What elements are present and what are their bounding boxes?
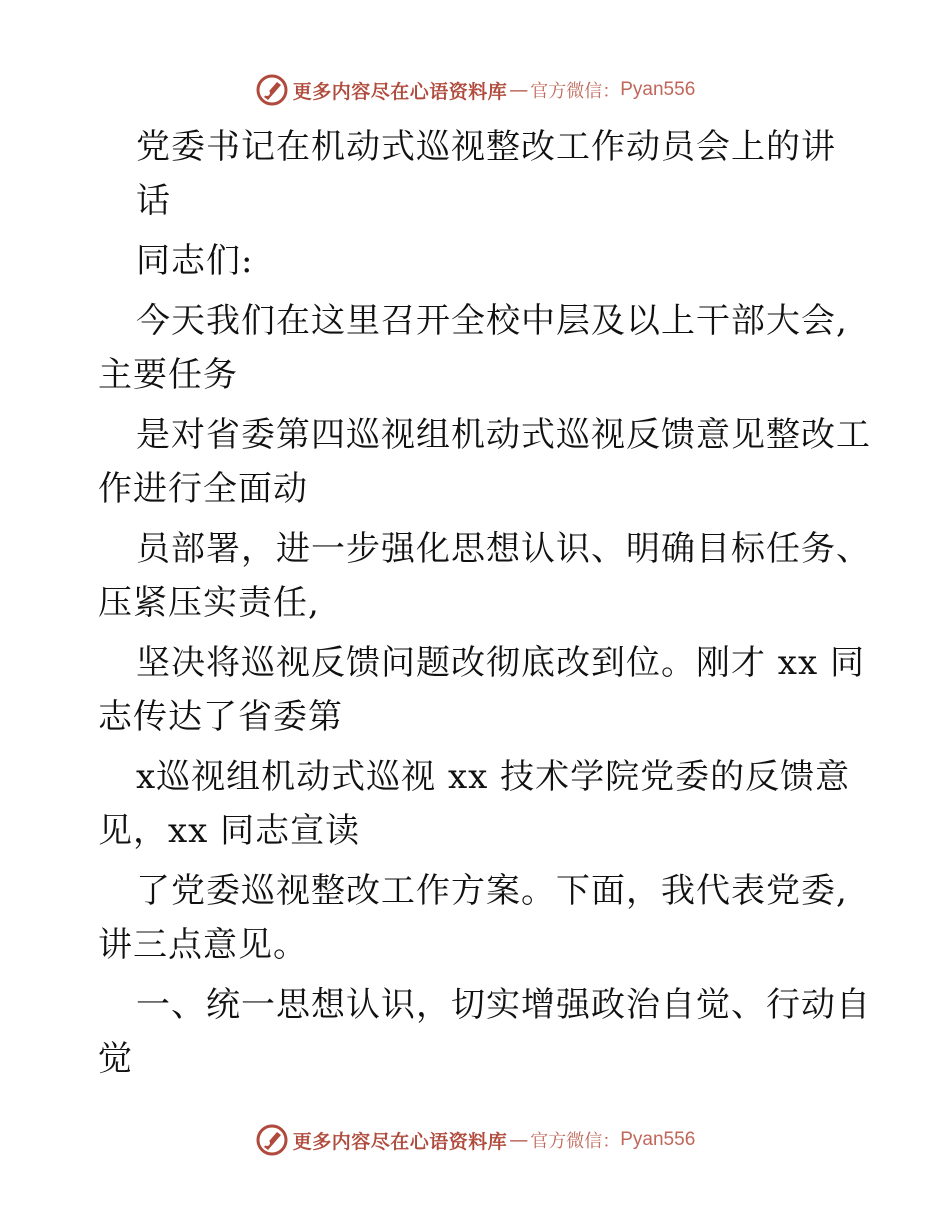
ink-pen-logo-icon — [255, 1123, 289, 1157]
document-title-line-2: 话 — [136, 181, 171, 221]
text-line: 主要任务 — [98, 355, 238, 395]
ink-pen-logo-icon — [255, 73, 289, 107]
text-line: 志传达了省委第 — [98, 697, 343, 737]
document-title-line-1: 党委书记在机动式巡视整改工作动员会上的讲 — [136, 127, 836, 167]
section-heading-line-1: 一、统一思想认识，切实增强政治自觉、行动自 — [136, 985, 871, 1025]
text-line: 坚决将巡视反馈问题改彻底改到位。刚才 xx 同 — [136, 643, 865, 683]
banner-main-text: 更多内容尽在心语资料库 — [292, 80, 508, 103]
footer-banner — [0, 1120, 950, 1160]
text-line: 员部署，进一步强化思想认识、明确目标任务、 — [136, 529, 871, 569]
banner-main-text: 更多内容尽在心语资料库 — [292, 1130, 508, 1153]
section-heading-line-2: 觉 — [98, 1039, 133, 1079]
banner-wechat-id: Pyan556 — [620, 79, 696, 100]
document-body — [98, 120, 871, 1086]
banner-separator: — — [509, 1129, 529, 1151]
banner-wechat-label: 官方微信： — [530, 81, 621, 102]
text-line: 压紧压实责任, — [98, 583, 320, 623]
banner-wechat-label: 官方微信： — [530, 1131, 621, 1152]
text-line: 讲三点意见。 — [98, 925, 308, 965]
header-banner — [0, 70, 950, 110]
text-line: 了党委巡视整改工作方案。下面，我代表党委, — [136, 871, 848, 911]
salutation: 同志们: — [136, 241, 254, 281]
text-line: 见，xx 同志宣读 — [98, 811, 361, 851]
text-line: 今天我们在这里召开全校中层及以上干部大会, — [136, 301, 848, 341]
banner-separator: — — [509, 79, 529, 101]
banner-wechat-id: Pyan556 — [620, 1129, 696, 1150]
text-line: 作进行全面动 — [98, 469, 308, 509]
text-line: x巡视组机动式巡视 xx 技术学院党委的反馈意 — [136, 757, 851, 797]
text-line: 是对省委第四巡视组机动式巡视反馈意见整改工 — [136, 415, 871, 455]
